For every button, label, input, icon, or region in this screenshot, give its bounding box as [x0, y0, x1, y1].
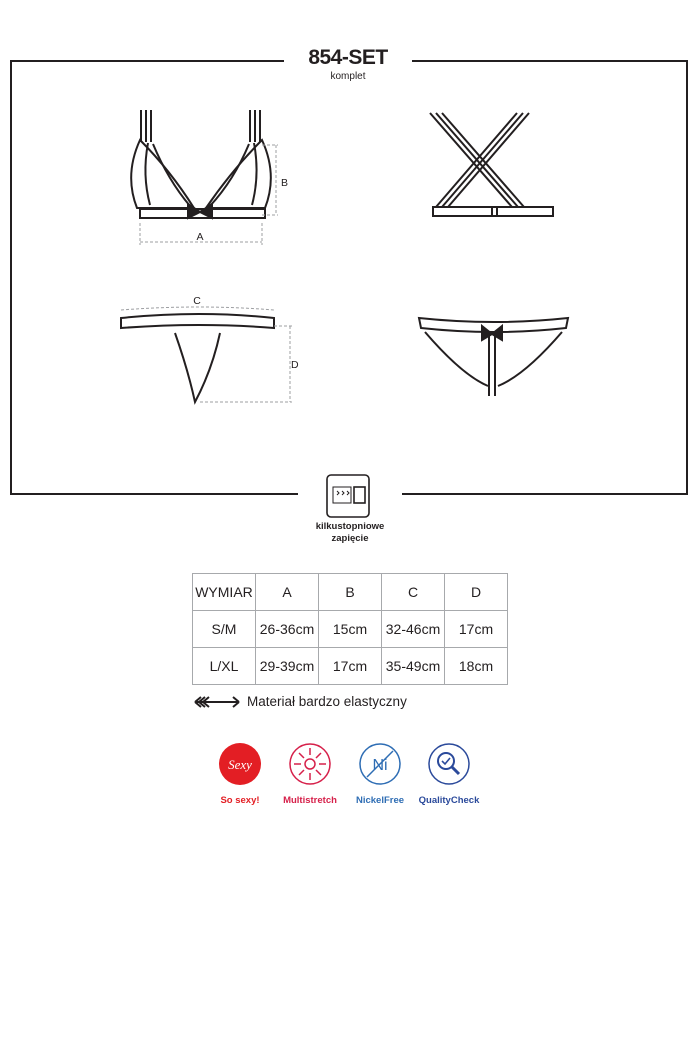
table-header-cell: WYMIAR: [193, 574, 256, 611]
quality-check-icon: [427, 742, 471, 786]
table-cell: 17cm: [445, 611, 508, 648]
size-table: [192, 573, 508, 685]
table-cell: 35-49cm: [382, 648, 445, 685]
nickel-free-icon: [358, 742, 402, 786]
badge-nickel-free: Ni NickelFree: [340, 742, 420, 806]
technical-drawings: [0, 0, 700, 520]
panty-back-drawing: [419, 318, 568, 396]
panty-dimensions: [121, 307, 292, 402]
dimension-label-b: B: [281, 177, 289, 189]
stretch-arrows-icon: [193, 696, 241, 708]
multistretch-icon: [288, 742, 332, 786]
table-cell: L/XL: [193, 648, 256, 685]
table-cell: 17cm: [319, 648, 382, 685]
closure-label: kilkustopniowe zapięcie: [315, 521, 385, 544]
dimension-label-c: C: [193, 295, 201, 307]
panty-front-drawing: [121, 314, 274, 402]
product-title: 854-SET: [308, 46, 388, 69]
bra-back-drawing: [430, 113, 553, 216]
sexy-icon: [218, 742, 262, 786]
table-cell: 29-39cm: [256, 648, 319, 685]
hook-closure-icon: [327, 475, 369, 517]
dimension-label-a: A: [196, 231, 204, 243]
table-row: [193, 648, 508, 685]
badge-multistretch: Multistretch: [270, 742, 350, 806]
badge-quality-check: QualityCheck: [409, 742, 489, 806]
product-subtitle: komplet: [330, 71, 366, 82]
table-cell: 18cm: [445, 648, 508, 685]
table-cell: S/M: [193, 611, 256, 648]
elastic-note: Materiał bardzo elastyczny: [193, 694, 407, 709]
table-header-cell: C: [382, 574, 445, 611]
table-row: [193, 611, 508, 648]
table-header-row: [193, 574, 508, 611]
table-header-cell: A: [256, 574, 319, 611]
table-cell: 15cm: [319, 611, 382, 648]
badge-so-sexy: Sexy So sexy!: [200, 742, 280, 806]
table-header-cell: D: [445, 574, 508, 611]
table-cell: 32-46cm: [382, 611, 445, 648]
dimension-label-d: D: [291, 359, 299, 371]
table-cell: 26-36cm: [256, 611, 319, 648]
table-header-cell: B: [319, 574, 382, 611]
svg-text:Ni: Ni: [372, 757, 388, 774]
bra-front-drawing: [131, 110, 271, 218]
svg-text:Sexy: Sexy: [228, 757, 252, 772]
